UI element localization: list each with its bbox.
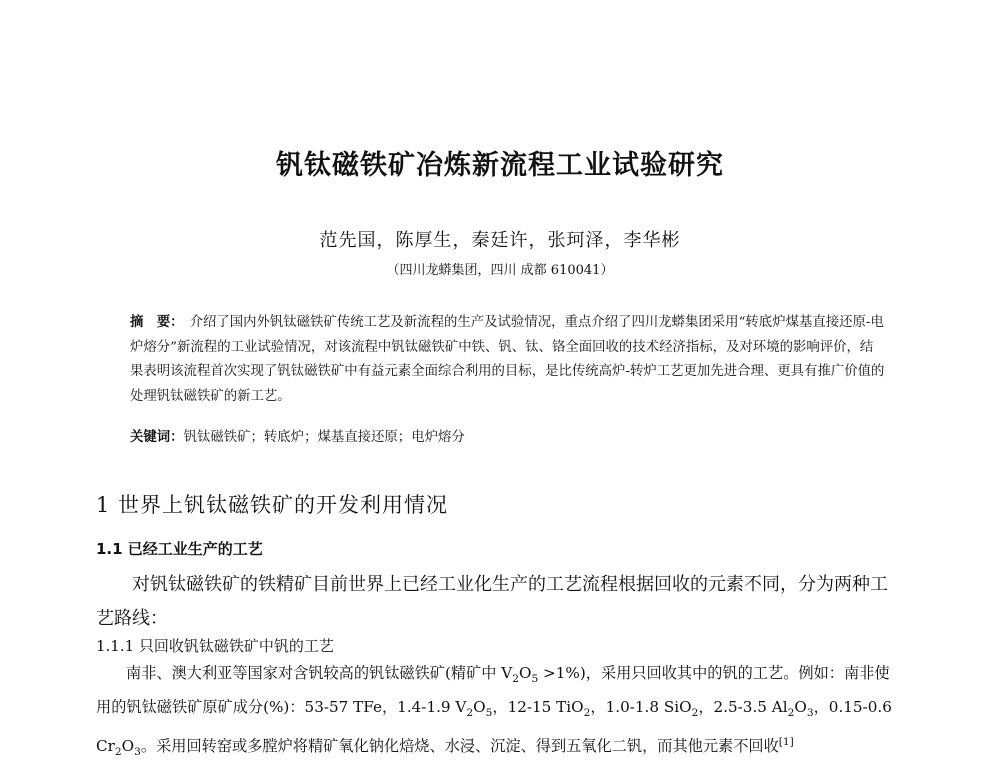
para2-text: O xyxy=(473,698,486,717)
para2-text: O xyxy=(794,698,807,717)
section-heading-1: 1 世界上钒钛磁铁矿的开发利用情况 xyxy=(96,493,449,517)
para2-text: 。采用回转窑或多膛炉将精矿氧化钠化焙烧、水浸、沉淀、得到五氧化二钒，而其他元素不回收 xyxy=(140,737,779,756)
para2-text: ，2.5-3.5 Al xyxy=(698,698,788,717)
para2-text: >1%)，采用只回收其中的钒的工艺。例如：南非使用的钒钛磁铁矿原矿成分(%)：53-57 TFe，1.4-1.9 V xyxy=(96,664,890,717)
subscript: 2 xyxy=(466,706,474,720)
para2-text: ，0.15-0.6 Cr xyxy=(96,698,892,756)
abstract xyxy=(130,311,885,409)
para2-text: O xyxy=(519,664,532,682)
subscript: 2 xyxy=(787,706,795,720)
author-list: 范先国，陈厚生，秦廷许，张珂泽，李华彬 xyxy=(319,230,681,251)
subscript: 2 xyxy=(114,745,122,759)
subsection-heading-1-1: 1.1 已经工业生产的工艺 xyxy=(96,540,263,558)
reference-marker[interactable]: [1] xyxy=(778,735,794,749)
para2-text: ，1.0-1.8 SiO xyxy=(590,698,692,717)
subscript: 2 xyxy=(583,706,591,720)
subscript: 5 xyxy=(485,706,493,720)
paragraph-1: 对钒钛磁铁矿的铁精矿目前世界上已经工业化生产的工艺流程根据回收的元素不同，分为两种工艺路线： xyxy=(96,574,888,629)
abstract-label: 摘 要： xyxy=(130,315,184,330)
subsubsection-heading-1-1-1: 1.1.1 只回收钒钛磁铁矿中钒的工艺 xyxy=(96,637,334,655)
paper-title: 钒钛磁铁矿冶炼新流程工业试验研究 xyxy=(276,150,724,181)
subscript: 3 xyxy=(134,745,141,759)
affiliation: （四川龙蟒集团，四川 成都 610041） xyxy=(386,263,614,278)
subscript: 2 xyxy=(691,706,699,720)
abstract-text: 介绍了国内外钒钛磁铁矿传统工艺及新流程的生产及试验情况，重点介绍了四川龙蟒集团采用“转底炉煤基直接还原-电炉熔分”新流程的工业试验情况，对该流程中钒钛磁铁矿中铁、钒、钛、铬全面回收的技术经济指标，及对环境的影响评价，结果表明该流程首次实现了钒钛磁铁矿中有益元素全面综合利用的目标，是比传统高炉-转炉工艺更加先进合理、更具有推广价值的处理钒钛磁铁矿的新工艺。 xyxy=(130,315,885,404)
paragraph-2 xyxy=(96,659,904,766)
subscript: 3 xyxy=(806,706,814,720)
keywords xyxy=(130,426,885,445)
keywords-label: 关键词： xyxy=(130,430,184,445)
para2-text: 南非、澳大利亚等国家对含钒较高的钒钛磁铁矿(精矿中 V xyxy=(126,664,513,682)
subscript: 5 xyxy=(531,672,539,686)
para2-text: ，12-15 TiO xyxy=(492,698,584,717)
para2-text: O xyxy=(121,737,135,756)
keywords-text: 钒钛磁铁矿；转底炉；煤基直接还原；电炉熔分 xyxy=(183,430,465,445)
subscript: 2 xyxy=(512,672,519,686)
